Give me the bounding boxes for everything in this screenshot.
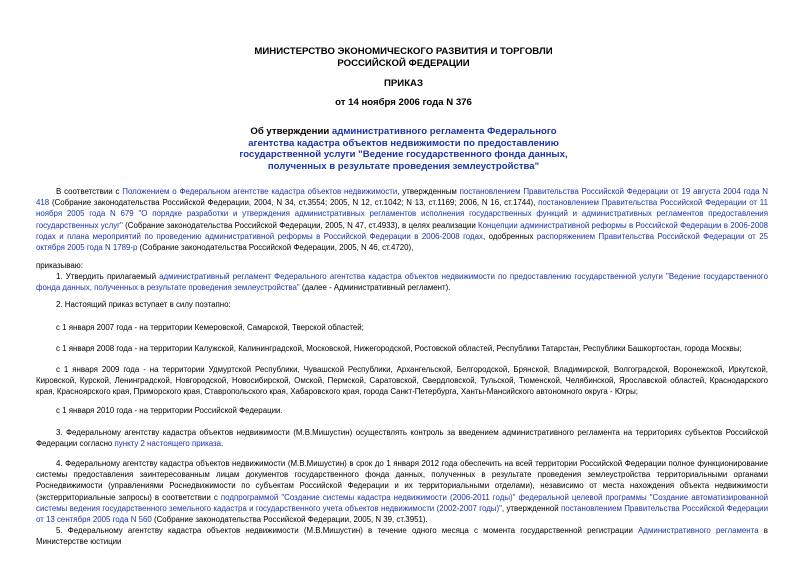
- doc-date: от 14 ноября 2006 года N 376: [335, 97, 472, 108]
- item-1-text-1: 1. Утвердить прилагаемый: [56, 272, 160, 281]
- stage-2009: с 1 января 2009 года - на территории Удмуртской Республики, Чувашской Республики, Архангельской, Белгородской, Брянской, Владимирской, Волгоградской, Воронежской, Иркутской, Кировской, Курской, Ленинградской, Новгородской, Новосибирской, Омской, Пермской, Саратовской, Свердловской, Тульской, Тюменской, Челябинской, Ярославской областей, Краснодарского края, Красноярского края, Приморского края, Ставропольского края, Хабаровского края, города Санкт-Петербурга, Ханты-Мансийского автономного округа - Югры;: [36, 365, 768, 397]
- title-prefix: Об утверждении: [250, 126, 332, 137]
- item-3-paragraph: [36, 427, 768, 449]
- item-2-paragraph: 2. Настоящий приказ вступает в силу поэтапно:: [56, 300, 231, 309]
- link-resolution-679[interactable]: постановлением Правительства Российской Федерации от 11 ноября 2005 года N 679 "О порядке разработки и утверждения административных регламентов исполнения государственных функций и административных регламентов предоставления государственных услуг": [36, 198, 768, 230]
- preamble-text-1: В соответствии с: [56, 187, 123, 196]
- item-4-text-2: , утвержденной: [501, 503, 562, 513]
- stage-2008: с 1 января 2008 года - на территории Калужской, Калининградской, Московской, Нижегородской, Ростовской областей, Республики Татарстан, Республики Башкортостан, города Москвы;: [56, 344, 742, 353]
- link-cadastre-subprogram[interactable]: подпрограммой "Создание системы кадастра недвижимости (2006-2011 годы)" федеральной целевой программы "Создание автоматизированной системы ведения государственного земельного кадастра и государственного учета объектов недвижимости (2002-2007 годы)": [36, 492, 768, 513]
- item-5-paragraph: [36, 525, 768, 547]
- order-word: приказываю:: [36, 261, 83, 270]
- preamble-text-5: , одобренных: [482, 231, 537, 241]
- item-1-text-2: (далее - Административный регламент).: [299, 283, 451, 293]
- link-resolution-418[interactable]: постановлением Правительства Российской Федерации от 19 августа 2004 года N 418: [36, 187, 768, 208]
- link-order-1789r[interactable]: распоряжением Правительства Российской Федерации от 25 октября 2005 года N 1789-р: [36, 231, 768, 253]
- item-4-paragraph: [36, 458, 768, 525]
- stage-2007: с 1 января 2007 года - на территории Кемеровской, Самарской, Тверской областей;: [56, 323, 364, 332]
- link-resolution-560[interactable]: постановлением Правительства Российской Федерации от 13 сентября 2005 года N 560: [36, 503, 768, 525]
- ministry-line-1: МИНИСТЕРСТВО ЭКОНОМИЧЕСКОГО РАЗВИТИЯ И ТОРГОВЛИ: [254, 46, 553, 57]
- ministry-line-2: РОССИЙСКОЙ ФЕДЕРАЦИИ: [337, 58, 470, 69]
- preamble-text-3: (Собрание законодательства Российской Федерации, 2004, N 34, ст.3554; 2005, N 12, ст.1042; N 13, ст.1169; 2006, N 16, ст.1744),: [49, 198, 539, 208]
- preamble-text-6: (Собрание законодательства Российской Федерации, 2005, N 46, ст.4720),: [137, 243, 414, 253]
- link-reform-concept[interactable]: Концепции административной реформы в Российской Федерации в 2006-2008 годах и плана мероприятий по проведению административной реформы в Российской Федерации в 2006-2008 годах: [36, 220, 768, 241]
- ministry-heading: [0, 46, 807, 70]
- document-title: [228, 126, 579, 172]
- link-regulation-on-agency[interactable]: Положением о Федеральном агентстве кадастра объектов недвижимости: [122, 187, 398, 196]
- item-1-paragraph: [36, 271, 768, 293]
- title-regulation-link[interactable]: административного регламента Федерального агентства кадастра объектов недвижимости по предоставлению государственной услуги "Ведение государственного фонда данных, полученных в результате проведения землеустройства": [239, 126, 568, 172]
- item-3-text-2: .: [221, 439, 224, 449]
- preamble-paragraph: [36, 186, 768, 253]
- item-4-text-3: (Собрание законодательства Российской Федерации, 2005, N 39, ст.3951).: [151, 515, 428, 525]
- stage-2010: с 1 января 2010 года - на территории Российской Федерации.: [56, 406, 283, 415]
- item-5-text-1: 5. Федеральному агентству кадастра объектов недвижимости (М.В.Мишустин) в течение одного месяца с момента государственной регистрации: [56, 526, 639, 535]
- item-5-text-2: в Министерстве юстиции: [36, 526, 769, 547]
- item-4-text-1: 4. Федеральному агентству кадастра объектов недвижимости (М.В.Мишустин) в срок до 1 января 2012 года обеспечить на всей территории Российской Федерации полное функционирование системы предоставления заинтересованным лицам документов государственного фонда данных, полученных в результате проведения землеустройства территориальными органами Роснедвижимости (управлениями Роснедвижимости по субъектам Российской Федерации и их территориальными отделами), независимо от места нахождения объекта недвижимости (экстерриториальные запросы) в соответствии с: [36, 459, 768, 502]
- link-admin-regulation[interactable]: административный регламент Федерального агентства кадастра объектов недвижимости по предоставлению государственной услуги "Ведение государственного фонда данных, полученных в результате проведения землеустройства": [36, 272, 768, 293]
- link-admin-regulation-2[interactable]: Административного регламента: [638, 526, 759, 535]
- link-item-2[interactable]: пункту 2 настоящего приказа: [114, 439, 222, 449]
- item-3-text-1: 3. Федеральному агентству кадастра объектов недвижимости (М.В.Мишустин) осуществлять контроль за введением административного регламента на территориях субъектов Российской Федерации согласно: [36, 428, 768, 449]
- doc-type: ПРИКАЗ: [384, 78, 423, 89]
- preamble-text-2: , утвержденным: [397, 187, 460, 196]
- preamble-text-4: (Собрание законодательства Российской Федерации, 2005, N 47, ст.4933), в целях реализации: [122, 220, 479, 230]
